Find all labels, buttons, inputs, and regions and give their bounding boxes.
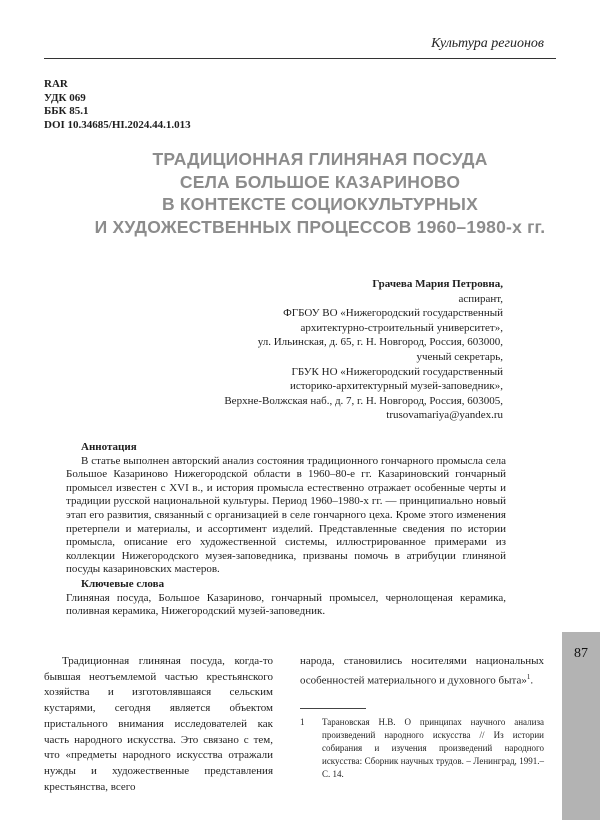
- footnote-text: Тарановская Н.В. О принципах научного анализа произведений народного искусства // Из истории собирания и изучения произведений народного искусства: Сборник научных трудов. – Ленинград, 1991.– С. 14.: [322, 717, 544, 779]
- classification-codes: [44, 78, 191, 132]
- footnote-number: 1: [300, 717, 305, 727]
- body-paragraph-continued: народа, становились носителями национальных особенностей материального и духовного быта»$^1$.: [300, 655, 544, 687]
- author-name: Грачева Мария Петровна,: [372, 278, 503, 290]
- author-position: аспирант,: [458, 292, 503, 305]
- title-line: И ХУДОЖЕСТВЕННЫХ ПРОЦЕССОВ 1960–1980-х гг.: [94, 216, 546, 237]
- author-position: ученый секретарь,: [416, 350, 503, 363]
- author-affiliation: архитектурно-строительный университет»,: [300, 321, 503, 334]
- body-column-left: [44, 654, 273, 795]
- article-title: [44, 148, 596, 238]
- author-block: [224, 277, 503, 423]
- running-header: Культура регионов: [431, 36, 544, 51]
- code-bbk: ББК 85.1: [44, 105, 89, 117]
- abstract-section: [66, 441, 506, 619]
- abstract-text: В статье выполнен авторский анализ состояния традиционного гончарного промысла села Большое Казариново Нижегородской области в 1960–80-е гг. Казариновский гончарный промысел известен с XVI в., и история промысла естественно отражает особенные черты и традиции русской национальной культуры. Период 1960–1980-х гг. — принципиально новый этап его развития, связанный с организацией в селе гончарного цеха. Кроме этого изменения претерпели и материалы, и ассортимент изделий. Представленные сведения по истории промысла, описание его художественной системы, иллюстрированное примерами из коллекции Нижегородского музея-заповедника, призваны помочь в атрибуции глиняной посуды казариновских мастеров.: [66, 454, 506, 576]
- body-paragraph: Традиционная глиняная посуда, когда-то бывшая неотъемлемой частью крестьянского хозяйства и изготовлявшаяся сельским кустарями, сегодня является объектом пристального внимания исследователей как часть народного искусства. Это связано с тем, что «предметы народного искусства отражали нужды и художественные представления крестьянства, всего: [44, 655, 273, 793]
- author-email: trusovamariya@yandex.ru: [386, 409, 503, 422]
- header-rule: [44, 58, 556, 59]
- author-affiliation: ГБУК НО «Нижегородский государственный: [291, 365, 503, 378]
- author-address: ул. Ильинская, д. 65, г. Н. Новгород, Россия, 603000,: [257, 336, 503, 349]
- keywords-text: Глиняная посуда, Большое Казариново, гончарный промысел, чернолощеная керамика, поливная керамика, Нижегородский музей-заповедник.: [66, 591, 506, 618]
- abstract-heading: Аннотация: [81, 441, 137, 453]
- code-udk: УДК 069: [44, 91, 86, 104]
- title-line: В КОНТЕКСТЕ СОЦИОКУЛЬТУРНЫХ: [162, 194, 478, 214]
- footnote-ref: 1: [526, 672, 531, 681]
- page-number: 87: [574, 646, 588, 661]
- footnote-rule: [300, 708, 366, 709]
- keywords-heading: Ключевые слова: [81, 577, 165, 590]
- footnote: [300, 716, 544, 781]
- code-doi: DOI 10.34685/HI.2024.44.1.013: [44, 118, 191, 131]
- page-number-tab: [562, 632, 600, 820]
- title-line: ТРАДИЦИОННАЯ ГЛИНЯНАЯ ПОСУДА: [152, 149, 488, 169]
- title-line: СЕЛА БОЛЬШОЕ КАЗАРИНОВО: [179, 171, 461, 192]
- code-rar: RAR: [44, 78, 68, 90]
- author-address: Верхне-Волжская наб., д. 7, г. Н. Новгород, Россия, 603005,: [224, 394, 503, 407]
- body-column-right: [300, 654, 544, 689]
- author-affiliation: историко-архитектурный музей-заповедник»,: [289, 380, 503, 393]
- author-affiliation: ФГБОУ ВО «Нижегородский государственный: [283, 307, 503, 320]
- body-text: народа, становились носителями национальных особенностей материального и духовного быта»: [300, 655, 544, 687]
